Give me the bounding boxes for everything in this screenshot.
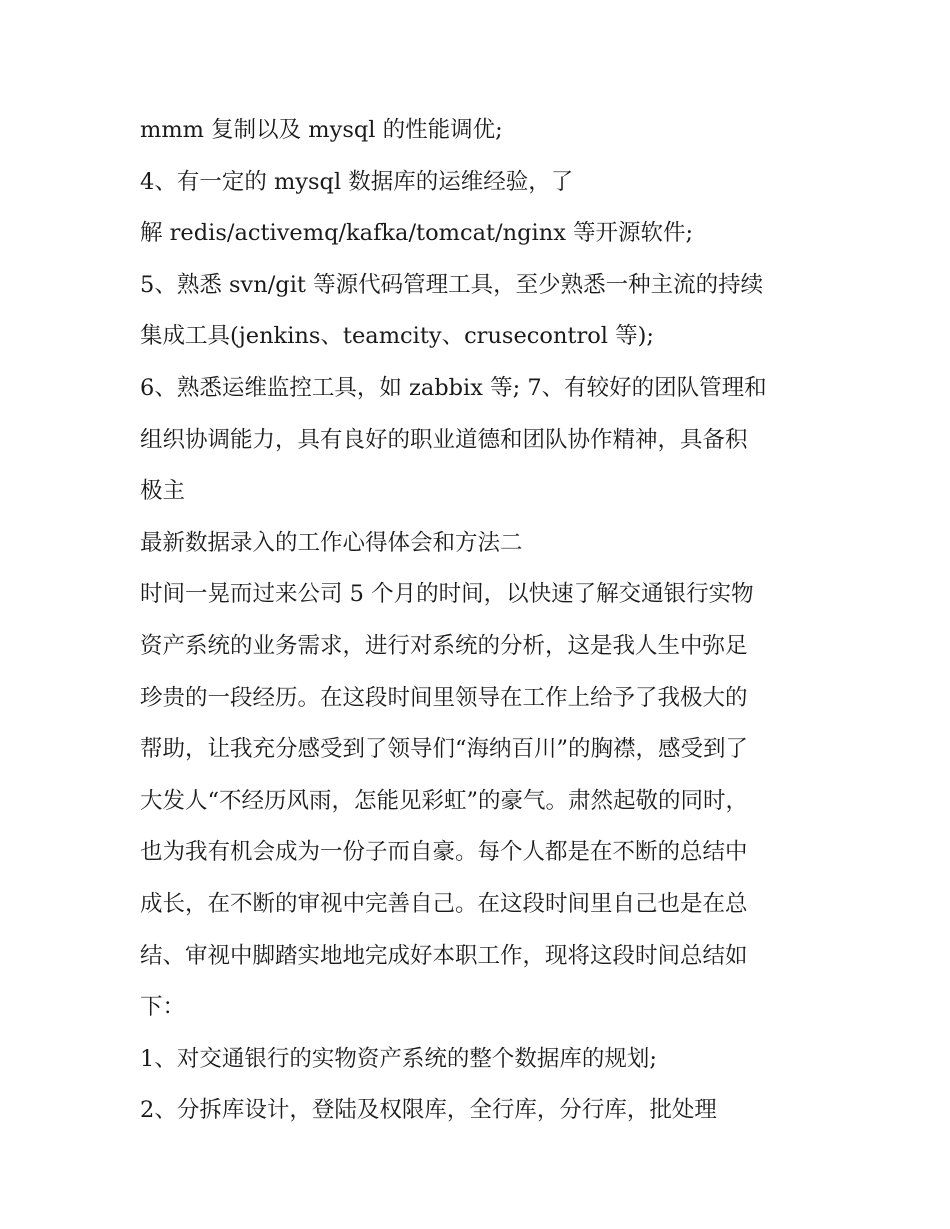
text-line: mmm 复制以及 mysql 的性能调优; <box>140 117 503 143</box>
text-line: 资产系统的业务需求，进行对系统的分析，这是我人生中弥足 <box>140 632 748 659</box>
text-line: 珍贵的一段经历。在这段时间里领导在工作上给予了我极大的 <box>140 684 748 711</box>
text-line: 解 redis/activemq/kafka/tomcat/nginx 等开源软件; <box>140 220 694 247</box>
text-line: 6、熟悉运维监控工具，如 zabbix 等; 7、有较好的团队管理和 <box>140 374 767 401</box>
text-line: 下： <box>140 994 186 1021</box>
text-line: 极主 <box>140 478 186 505</box>
text-line: 帮助，让我充分感受到了领导们“海纳百川”的胸襟，感受到了 <box>140 736 749 763</box>
text-line: 1、对交通银行的实物资产系统的整个数据库的规划; <box>140 1045 657 1072</box>
text-line: 也为我有机会成为一份子而自豪。每个人都是在不断的总结中 <box>140 839 748 866</box>
document-body <box>140 105 830 1137</box>
text-line: 组织协调能力，具有良好的职业道德和团队协作精神，具备积 <box>140 426 748 453</box>
text-line: 结、审视中脚踏实地地完成好本职工作，现将这段时间总结如 <box>140 942 748 969</box>
text-line: 时间一晃而过来公司 5 个月的时间，以快速了解交通银行实物 <box>140 581 754 608</box>
text-line: 5、熟悉 svn/git 等源代码管理工具，至少熟悉一种主流的持续 <box>140 271 764 298</box>
text-line: 集成工具(jenkins、teamcity、crusecontrol 等); <box>140 323 654 350</box>
section-heading: 最新数据录入的工作心得体会和方法二 <box>140 529 523 556</box>
text-line: 成长，在不断的审视中完善自己。在这段时间里自己也是在总 <box>140 890 748 917</box>
text-line: 大发人“不经历风雨，怎能见彩虹”的豪气。肃然起敬的同时， <box>140 787 749 814</box>
text-line: 2、分拆库设计，登陆及权限库，全行库，分行库，批处理 <box>140 1097 717 1124</box>
text-line: 4、有一定的 mysql 数据库的运维经验，了 <box>140 168 574 195</box>
